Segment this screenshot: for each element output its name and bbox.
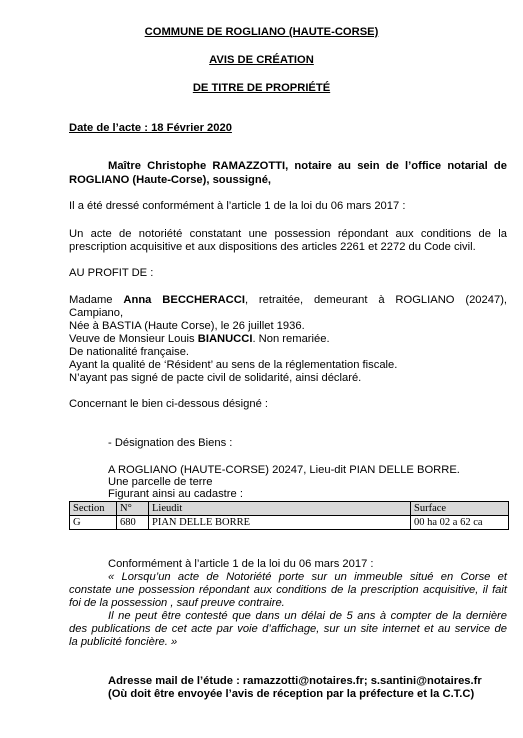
cadastre-cell-section: G bbox=[70, 516, 117, 530]
cadastre-header-surface: Surface bbox=[411, 502, 509, 516]
cadastre-cell-surface: 00 ha 02 a 62 ca bbox=[411, 516, 509, 530]
notaire-line-1: Maître Christophe RAMAZZOTTI, notaire au sein de l’office notarial de bbox=[108, 160, 507, 172]
beneficiaire-veuve: Veuve de Monsieur Louis BIANUCCI. Non remariée. bbox=[69, 333, 330, 345]
cadastre-header-lieudit: Lieudit bbox=[149, 502, 411, 516]
beneficiaire-line-2: Campiano, bbox=[69, 307, 124, 319]
citation-line-3: foi de la possession , sauf preuve contraire. bbox=[69, 597, 285, 609]
bien-line-2: Une parcelle de terre bbox=[108, 476, 213, 488]
titre-heading: DE TITRE DE PROPRIÉTÉ bbox=[192, 82, 331, 94]
citation-line-6: la publicité foncière. » bbox=[69, 636, 178, 648]
adresse-mail: Adresse mail de l’étude : ramazzotti@notaires.fr; s.santini@notaires.fr bbox=[108, 675, 482, 687]
designation-heading: - Désignation des Biens : bbox=[108, 437, 233, 449]
notaire-line-2: ROGLIANO (Haute-Corse), soussigné, bbox=[69, 174, 272, 186]
concernant-paragraph: Concernant le bien ci-dessous désigné : bbox=[69, 398, 269, 410]
beneficiaire-pacs: N’ayant pas signé de pacte civil de solidarité, ainsi déclaré. bbox=[69, 372, 362, 384]
bien-line-3: Figurant ainsi au cadastre : bbox=[108, 488, 243, 500]
cadastre-header-numero: N° bbox=[117, 502, 149, 516]
date-acte: Date de l’acte : 18 Février 2020 bbox=[69, 122, 232, 134]
cadastre-cell-lieudit: PIAN DELLE BORRE bbox=[149, 516, 411, 530]
beneficiaire-naissance: Née à BASTIA (Haute Corse), le 26 juillet 1936. bbox=[69, 320, 305, 332]
beneficiaire-nationalite: De nationalité française. bbox=[69, 346, 190, 358]
beneficiaire-resident: Ayant la qualité de ‘Résident’ au sens de la réglementation fiscale. bbox=[69, 359, 398, 371]
citation-line-5: des publications de cet acte par voie d’affichage, sur un site internet et au service de bbox=[69, 623, 507, 635]
cadastre-header-row bbox=[70, 502, 509, 516]
cadastre-header-section: Section bbox=[70, 502, 117, 516]
avis-heading: AVIS DE CRÉATION bbox=[209, 54, 314, 66]
dresse-paragraph: Il a été dressé conformément à l’article 1 de la loi du 06 mars 2017 : bbox=[69, 200, 406, 212]
commune-heading: COMMUNE DE ROGLIANO (HAUTE-CORSE) bbox=[144, 26, 379, 38]
au-profit-heading: AU PROFIT DE : bbox=[69, 267, 154, 279]
citation-line-1: « Lorsqu’un acte de Notoriété porte sur un immeuble situé en Corse et bbox=[108, 571, 507, 583]
citation-line-2: constate une possession répondant aux conditions de la prescription acquisitive, il fait bbox=[69, 584, 507, 596]
acte-line-1: Un acte de notoriété constatant une possession répondant aux conditions de la bbox=[69, 228, 507, 240]
cadastre-cell-numero: 680 bbox=[117, 516, 149, 530]
bien-line-1: A ROGLIANO (HAUTE-CORSE) 20247, Lieu-dit PIAN DELLE BORRE. bbox=[108, 464, 460, 476]
table-row bbox=[70, 516, 509, 530]
cadastre-table bbox=[69, 501, 509, 530]
adresse-note: (Où doit être envoyée l’avis de réception par la préfecture et la C.T.C) bbox=[108, 688, 475, 700]
conformement-paragraph: Conformément à l’article 1 de la loi du 06 mars 2017 : bbox=[108, 558, 374, 570]
citation-line-4: Il ne peut être contesté que dans un délai de 5 ans à compter de la dernière bbox=[108, 610, 507, 622]
beneficiaire-line-1: Madame Anna BECCHERACCI, retraitée, demeurant à ROGLIANO (20247), bbox=[69, 294, 508, 306]
acte-line-2: prescription acquisitive et aux dispositions des articles 2261 et 2272 du Code civil. bbox=[69, 241, 476, 253]
